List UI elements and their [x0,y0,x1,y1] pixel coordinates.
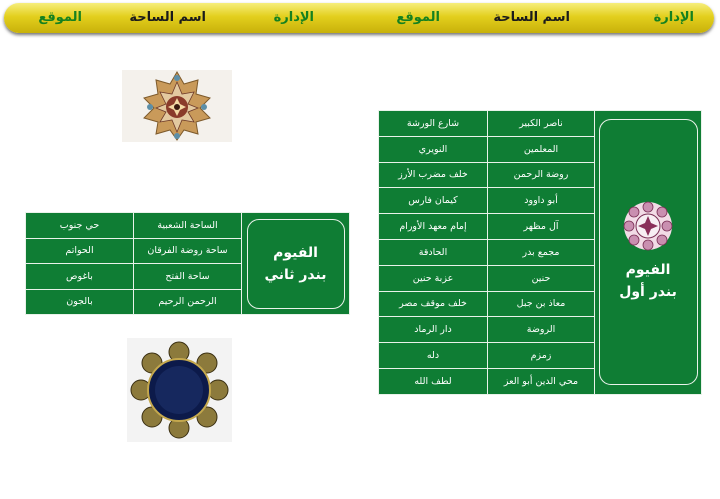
square-name-cell: الساحة الشعبية [134,213,242,239]
location-cell: خلف مضرب الأرز [379,162,488,188]
location-cell: شارع الورشة [379,111,488,137]
header-square-name-1: اسم الساحة [493,10,570,25]
ornament-star-icon [122,70,232,142]
location-cell: لطف الله [379,368,488,394]
city-box [599,119,698,385]
square-name-cell: معاذ بن جبل [488,291,595,317]
table-fayoum-district-1 [378,110,702,395]
square-name-cell: ساحة الفتح [134,264,242,290]
district-name: بندر أول [619,284,677,301]
square-name-cell: زمزم [488,343,595,369]
header-location-2: الموقع [38,10,82,25]
city-name: الفيوم [625,262,671,279]
ornament-frame-icon [127,338,232,442]
location-cell: بالجون [26,289,134,315]
location-cell: النويري [379,136,488,162]
square-name-cell: محي الدين أبو العز [488,368,595,394]
header-admin-2: الإدارة [273,10,314,25]
location-cell: حي جنوب [26,213,134,239]
city-cell [595,111,702,395]
square-name-cell: الرحمن الرحيم [134,289,242,315]
square-name-cell: ناصر الكبير [488,111,595,137]
square-name-cell: مجمع بدر [488,239,595,265]
location-cell: عزبة حنين [379,265,488,291]
city-cell [242,213,350,315]
square-name-cell: حنين [488,265,595,291]
location-cell: إمام معهد الأورام [379,214,488,240]
table-row [26,213,350,239]
square-name-cell: المعلمين [488,136,595,162]
rosette-icon [623,201,673,251]
location-cell: خلف موقف مصر [379,291,488,317]
city-box [247,219,345,309]
square-name-cell: آل مظهر [488,214,595,240]
ornament-star-image [122,70,232,142]
table-fayoum-district-2 [25,212,350,315]
location-cell: دله [379,343,488,369]
square-name-cell: روضة الرحمن [488,162,595,188]
location-cell: الحواتم [26,238,134,264]
square-name-cell: ساحة روضة الفرقان [134,238,242,264]
location-cell: باغوص [26,264,134,290]
header-admin-1: الإدارة [653,10,694,25]
table-row [379,111,702,137]
header-square-name-2: اسم الساحة [129,10,206,25]
header-bar [4,3,714,33]
location-cell: الحادقة [379,239,488,265]
header-location-1: الموقع [396,10,440,25]
city-name: الفيوم [273,244,318,261]
location-cell: دار الرماد [379,317,488,343]
square-name-cell: الروضة [488,317,595,343]
square-name-cell: أبو داوود [488,188,595,214]
location-cell: كيمان فارس [379,188,488,214]
district-name: بندر ثاني [264,266,327,283]
ornament-frame-image [127,338,232,442]
